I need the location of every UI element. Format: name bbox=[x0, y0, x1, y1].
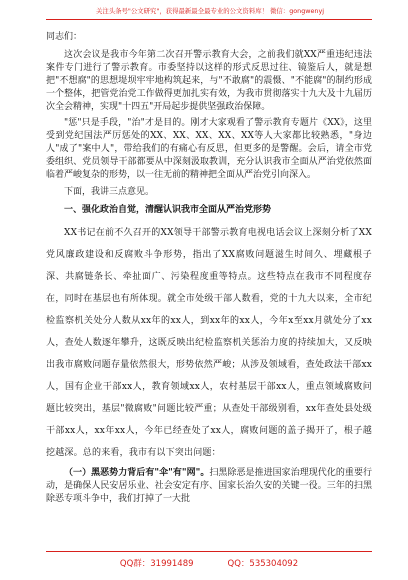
paragraph-situation: XX书记在前不久召开的XX领导干部警示教育电视电话会议上深刻分析了XX党风廉政建设和反腐败斗争形势，指出了XX腐败问题滋生时间久、埋藏根子深、共腐链条长、牵扯面广、污染程度重等特点。这些特点在我市不同程度存在，同时在基层也有所体现。就全市处级干部人数看，党的十九大以来，全市纪检监察机关处分人数从xx年的xx人，到xx年的xx人，今年x至xx月就处分了xx人，查处人数逐年攀升，这既反映出纪检监察机关惩治力度的持续加大，又反映出我市腐败问题存量依然很大，形势依然严峻；从涉及领域看，查处政法干部xx人，国有企业干部xx人，教育领域xx人，农村基层干部xx人，重点领域腐败问题比较突出，基层"微腐败"问题比较严重；从查处干部级别看，xx年查处县处级干部xx人，xx年xx人，今年已经查处了xx人，腐败问题的盖子揭开了，根子越挖越深。总的来看，我市有以下突出问题： bbox=[46, 227, 372, 458]
section-title: 一、强化政治自觉，清醒认识我市全面从严治党形势 bbox=[64, 205, 272, 216]
paragraph-opening: 这次会议是我市今年第二次召开警示教育大会，之前我们就XX严重违纪违法案件专门进行了警示教育。市委坚持以这样的形式反思过往、镜鉴后人，就是想把"不想腐"的思想堤坝牢牢地构筑起来，与"不敢腐"的震慑、"不能腐"的制约形成一个整体，把管党治党工作做得更加扎实有效，为我市贯彻落实十九大及十九届历次全会精神，实现"十四五"开局起步提供坚强政治保障。 bbox=[46, 50, 372, 113]
subsection-paragraph bbox=[46, 467, 372, 506]
paragraph-three-points: 下面，我讲三点意见。 bbox=[64, 187, 155, 198]
footer bbox=[46, 555, 372, 573]
header-divider bbox=[46, 19, 372, 20]
footer-qq: QQ：535304092 bbox=[227, 559, 299, 569]
greeting: 同志们： bbox=[46, 32, 83, 42]
document-body bbox=[46, 30, 372, 546]
header-banner: 关注头条号"公文研究"，获得最新最全最专业的公文资料库！ 微信：gongwenyj bbox=[95, 7, 325, 15]
footer-qq-group: QQ群：31991489 bbox=[119, 559, 194, 569]
footer-divider bbox=[46, 551, 372, 552]
subsection-text: 扫黑除恶是推进国家治理现代化的重要行动，是确保人民安居乐业、社会安定有序、国家长治久安的关键一役。三年的扫黑除恶专项斗争中，我们打掉了一大批 bbox=[46, 467, 372, 504]
subsection-label: （一）黑恶势力背后有"伞"有"网"。 bbox=[64, 467, 210, 478]
paragraph-punishment: "惩"只是手段，"治"才是目的。刚才大家观看了警示教育专题片《XX》，这里受到党纪国法严厉惩处的XX、XX、XX、XX、XX等人大家都比较熟悉，"身边人"成了"案中人"，带给我们的有痛心有反思，但更多的是警醒。会后，请全市党委组织、党员领导干部都要从中深刻汲取教训，充分认识我市全面从严治党依然面临着严峻复杂的形势，以一往无前的精神把全面从严治党引向深入。 bbox=[46, 118, 372, 181]
